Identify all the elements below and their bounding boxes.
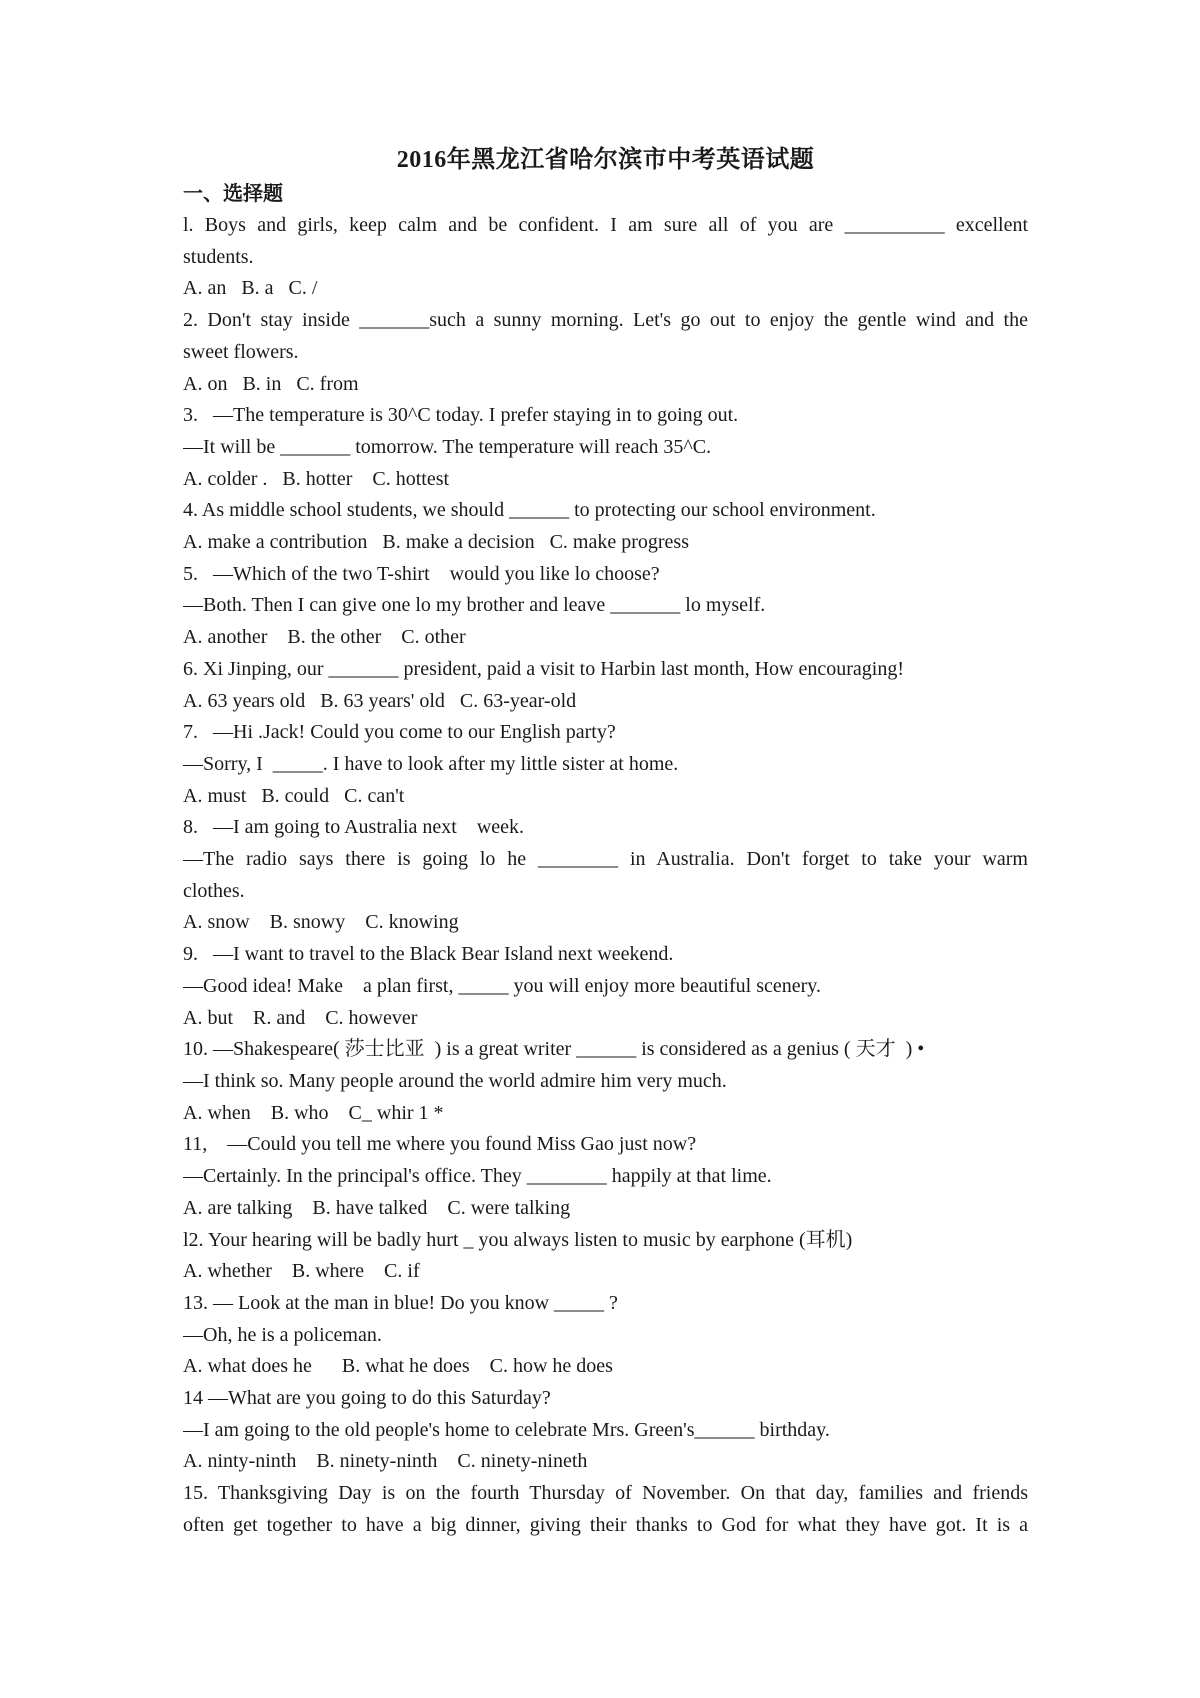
- text-line: —Oh, he is a policeman.: [183, 1323, 382, 1346]
- text-line: A. what does he B. what he does C. how he does: [183, 1355, 613, 1378]
- text-line: 2. Don't stay inside _______such a sunny morning. Let's go out to enjoy the gentle wind and the: [183, 309, 1028, 332]
- section-heading: 一、选择题: [183, 183, 283, 205]
- text-line: A. make a contribution B. make a decision C. make progress: [183, 531, 689, 554]
- text-line: A. are talking B. have talked C. were talking: [183, 1196, 571, 1219]
- text-line: sweet flowers.: [183, 340, 299, 363]
- page-title: 2016年黑龙江省哈尔滨市中考英语试题: [396, 147, 815, 173]
- text-line: 9. —I want to travel to the Black Bear Island next weekend.: [183, 943, 674, 966]
- document-page: [183, 142, 1028, 1542]
- text-line: —I am going to the old people's home to celebrate Mrs. Green's______ birthday.: [183, 1418, 830, 1441]
- text-line: students.: [183, 245, 254, 268]
- text-line: A. on B. in C. from: [183, 372, 359, 395]
- text-line: l2. Your hearing will be badly hurt _ you always listen to music by earphone (耳机): [183, 1228, 853, 1251]
- question-list: [183, 210, 1028, 1542]
- text-line: 14 —What are you going to do this Saturday?: [183, 1387, 551, 1410]
- text-line: —Sorry, I _____. I have to look after my little sister at home.: [183, 752, 679, 775]
- text-line: 6. Xi Jinping, our _______ president, paid a visit to Harbin last month, How encouraging!: [183, 657, 905, 680]
- text-line: —It will be _______ tomorrow. The temperature will reach 35^C.: [183, 435, 712, 458]
- text-line: 4. As middle school students, we should ______ to protecting our school environment.: [183, 499, 876, 522]
- text-line: A. snow B. snowy C. knowing: [183, 911, 459, 934]
- text-line: —Good idea! Make a plan first, _____ you will enjoy more beautiful scenery.: [183, 974, 821, 997]
- text-line: A. but R. and C. however: [183, 1006, 418, 1029]
- text-line: 8. —I am going to Australia next week.: [183, 816, 525, 839]
- text-line: 10. —Shakespeare( 莎士比亚 ) is a great writer ______ is considered as a genius ( 天才 ) •: [183, 1038, 925, 1061]
- text-line: A. ninty-ninth B. ninety-ninth C. ninety-nineth: [183, 1450, 588, 1473]
- text-line: 13. — Look at the man in blue! Do you know _____ ?: [183, 1291, 618, 1314]
- text-line: l. Boys and girls, keep calm and be confident. I am sure all of you are __________ excellent: [183, 214, 1028, 236]
- text-line: —Both. Then I can give one lo my brother and leave _______ lo myself.: [183, 594, 766, 617]
- text-line: A. 63 years old B. 63 years' old C. 63-year-old: [183, 689, 577, 712]
- text-line: A. an B. a C. /: [183, 277, 318, 300]
- text-line: clothes.: [183, 879, 245, 902]
- text-line: —I think so. Many people around the world admire him very much.: [183, 1069, 727, 1092]
- text-line: A. must B. could C. can't: [183, 784, 405, 807]
- text-line: 11, —Could you tell me where you found Miss Gao just now?: [183, 1133, 697, 1156]
- text-line: A. another B. the other C. other: [183, 626, 466, 649]
- text-line: 15. Thanksgiving Day is on the fourth Thursday of November. On that day, families and friends: [183, 1482, 1028, 1505]
- text-line: 5. —Which of the two T-shirt would you like lo choose?: [183, 562, 660, 585]
- text-line: A. whether B. where C. if: [183, 1260, 420, 1283]
- text-line: 3. —The temperature is 30^C today. I prefer staying in to going out.: [183, 404, 739, 427]
- text-line: often get together to have a big dinner, giving their thanks to God for what they have got. It is a: [183, 1513, 1028, 1536]
- text-line: —The radio says there is going lo he ________ in Australia. Don't forget to take your warm: [183, 848, 1028, 871]
- text-line: A. colder . B. hotter C. hottest: [183, 467, 450, 490]
- text-line: A. when B. who C_ whir 1 *: [183, 1101, 444, 1124]
- text-line: 7. —Hi .Jack! Could you come to our English party?: [183, 721, 616, 744]
- text-line: —Certainly. In the principal's office. They ________ happily at that lime.: [183, 1165, 772, 1188]
